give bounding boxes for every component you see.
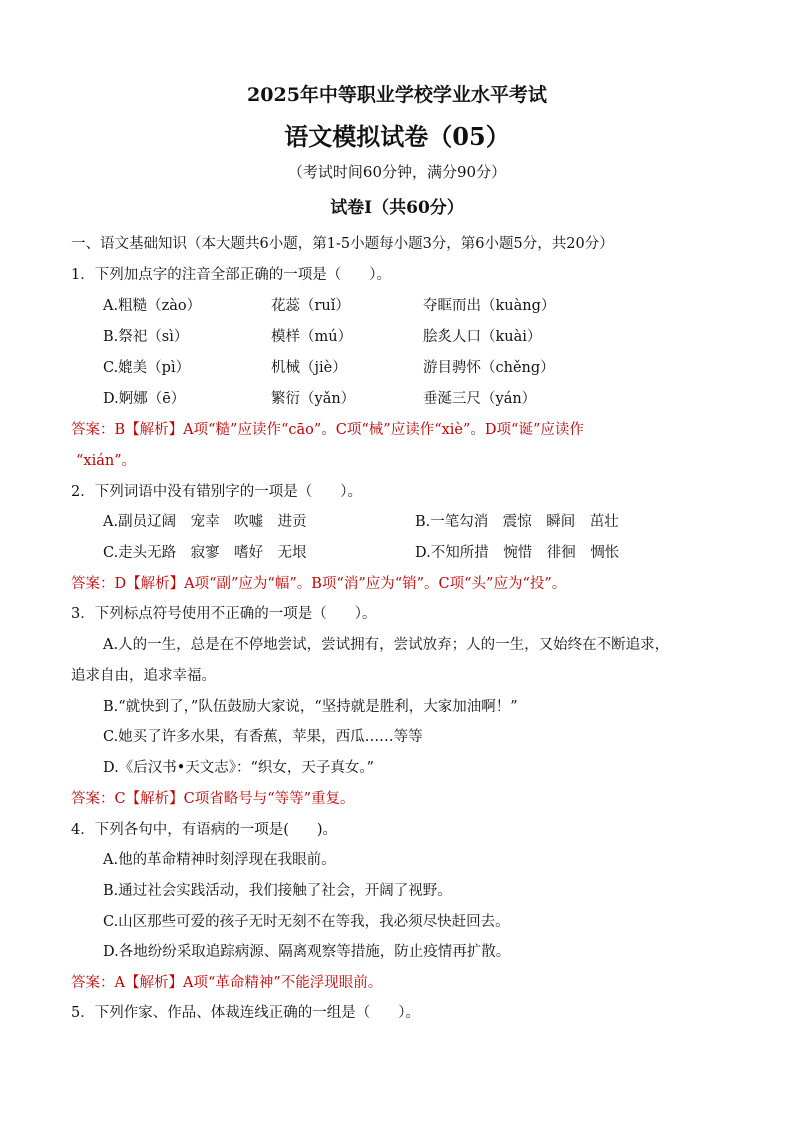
option-a: A.副员辽阔 宠幸 吹嘘 进贡 — [103, 514, 307, 530]
question-1-answer: 答案：B【解析】A项“糙”应读作“cāo”。C项“械”应读作“xiè”。D项“诞”应读作 — [71, 422, 584, 438]
option-a-1: A.粗糙（zào） — [103, 298, 202, 314]
option-d-1: D.婀娜（ē） — [103, 391, 186, 407]
option-d-3: 垂涎三尺（yán） — [423, 391, 537, 407]
option-d: D.各地纷纷采取追踪病源、隔离观察等措施，防止疫情再扩散。 — [103, 944, 511, 960]
option-d: D.《后汉书•天文志》：“织女，天子真女。” — [103, 760, 375, 776]
option-a: A.他的革命精神时刻浮现在我眼前。 — [103, 852, 336, 868]
exam-title: 2025年中等职业学校学业水平考试 — [247, 84, 547, 106]
option-b-3: 脍炙人口（kuài） — [423, 329, 542, 345]
option-c-1: C.媲美（pì） — [103, 360, 191, 376]
section-heading: 一、语文基础知识（本大题共6小题，第1-5小题每小题3分，第6小题5分，共20分） — [71, 236, 614, 252]
option-a-cont: 追求自由，追求幸福。 — [71, 668, 216, 684]
option-d: D.不知所措 惋惜 徘徊 惆怅 — [415, 545, 620, 561]
option-b-1: B.祭祀（sì） — [103, 329, 189, 345]
option-b: B.“就快到了，”队伍鼓励大家说，“坚持就是胜利，大家加油啊！” — [103, 699, 518, 715]
paper-part-title: 试卷Ⅰ（共60分） — [330, 198, 464, 218]
paper-title: 语文模拟试卷（05） — [284, 122, 510, 151]
question-4-stem: 4．下列各句中，有语病的一项是( )。 — [71, 822, 338, 838]
option-c: C.走头无路 寂寥 嗜好 无垠 — [103, 545, 307, 561]
question-4-answer: 答案：A【解析】A项“革命精神”不能浮现眼前。 — [71, 975, 383, 991]
option-b-2: 模样（mú） — [271, 329, 353, 345]
question-2-answer: 答案：D【解析】A项“副”应为“幅”。B项“消”应为“销”。C项“头”应为“投”。 — [71, 576, 567, 592]
option-c-2: 机械（jiè） — [271, 360, 347, 376]
question-3-stem: 3．下列标点符号使用不正确的一项是（ ）。 — [71, 606, 377, 622]
question-2-stem: 2．下列词语中没有错别字的一项是（ ）。 — [71, 484, 362, 500]
option-c: C.她买了许多水果，有香蕉，苹果，西瓜……等等 — [103, 729, 423, 745]
option-d-2: 繁衍（yǎn） — [271, 391, 356, 407]
option-c: C.山区那些可爱的孩子无时无刻不在等我，我必须尽快赶回去。 — [103, 914, 510, 930]
question-1-answer-cont: “xián”。 — [76, 453, 137, 469]
option-a-3: 夺眶而出（kuàng） — [423, 298, 556, 314]
question-1-stem: 1．下列加点字的注音全部正确的一项是（ ）。 — [71, 267, 391, 283]
question-5-stem: 5．下列作家、作品、体裁连线正确的一组是（ ）。 — [71, 1005, 420, 1021]
option-a: A.人的一生，总是在不停地尝试，尝试拥有，尝试放弃；人的一生，又始终在不断追求， — [103, 637, 670, 653]
question-3-answer: 答案：C【解析】C项省略号与“等等”重复。 — [71, 791, 355, 807]
option-c-3: 游目骋怀（chěng） — [423, 360, 555, 376]
exam-info: （考试时间60分钟，满分90分） — [287, 163, 507, 181]
option-b: B.一笔勾消 震惊 瞬间 茁壮 — [415, 514, 619, 530]
option-a-2: 花蕊（ruǐ） — [271, 298, 350, 314]
option-b: B.通过社会实践活动，我们接触了社会，开阔了视野。 — [103, 883, 452, 899]
